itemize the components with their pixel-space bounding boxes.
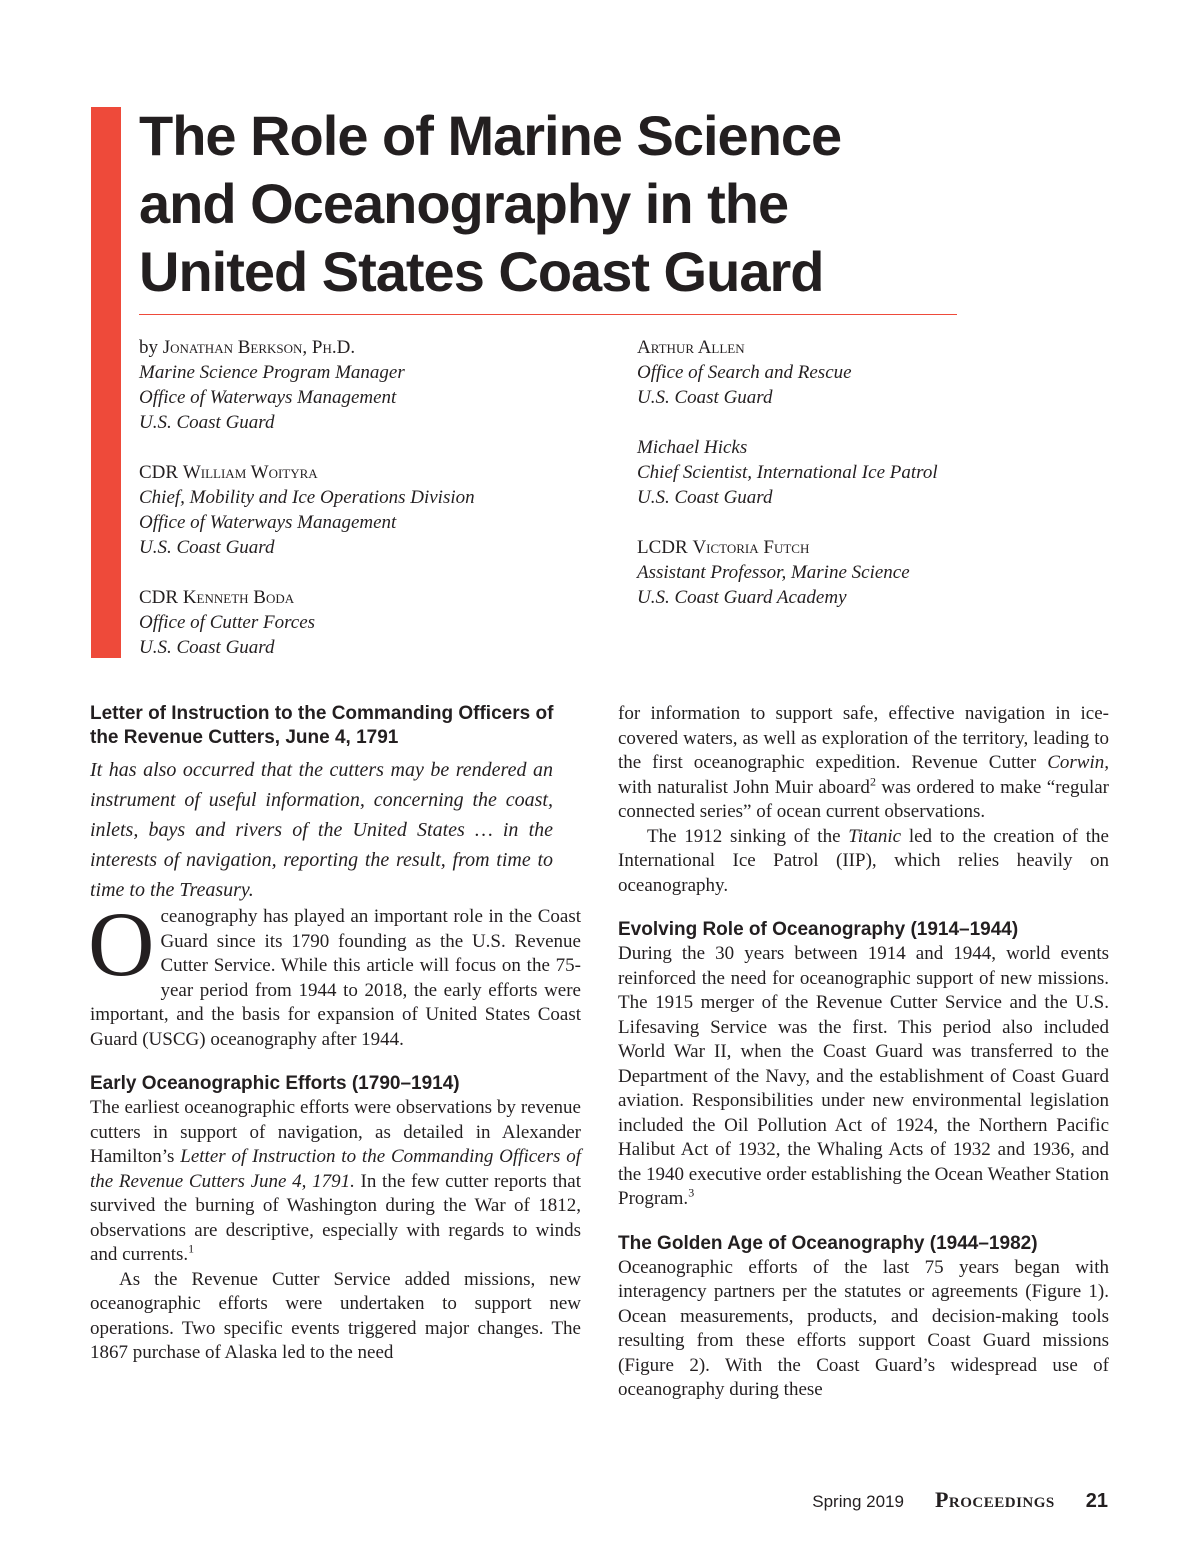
- author-prefix: CDR: [139, 462, 183, 483]
- title-line: United States Coast Guard: [139, 240, 824, 303]
- article-title: [139, 102, 1039, 306]
- footnote-ref: 3: [688, 1185, 695, 1200]
- accent-bar: [91, 107, 121, 658]
- author-affiliation: Chief Scientist, International Ice Patrol: [637, 462, 938, 483]
- paragraph: The 1912 sinking of the Titanic led to the creation of the International Ice Patrol (IIP), which relies heavily on oceanography.: [618, 825, 1109, 896]
- epigraph-quote: It has also occurred that the cutters may be rendered an instrument of useful information, concerning the coast, inlets, bays and rivers of the United States … in the interests of navigation, reporting the result, from time to time to the Treasury.: [90, 759, 553, 901]
- intro-paragraph: Oceanography has played an important role in the Coast Guard since its 1790 founding as the U.S. Revenue Cutter Service. While this article will focus on the 75-year period from 1944 to 2018, the early efforts were important, and the basis for expansion of United States Coast Guard (USCG) oceanography after 1944.: [88, 893, 581, 1050]
- title-line: The Role of Marine Science: [139, 104, 842, 167]
- author-affiliation: Office of Waterways Management: [139, 387, 397, 408]
- author-block: [637, 335, 1097, 410]
- author-affiliation: Assistant Professor, Marine Science: [637, 562, 910, 583]
- drop-cap: O: [88, 893, 155, 995]
- body-column-left: [90, 702, 581, 1366]
- author-affiliation: U.S. Coast Guard: [139, 537, 275, 558]
- page-number: 21: [1085, 1490, 1108, 1512]
- author-name: Arthur Allen: [637, 337, 745, 358]
- author-name: Victoria Futch: [692, 537, 810, 558]
- paragraph: Oceanographic efforts of the last 75 years began with interagency partners per the statutes or agreements (Figure 1). Ocean measurements, products, and decision-making tools resulting from these efforts support Coast Guard missions (Figure 2). With the Coast Guard’s widespread use of oceanography during these: [618, 1256, 1109, 1400]
- section-heading-golden: The Golden Age of Oceanography (1944–1982): [618, 1232, 1038, 1254]
- author-block: [139, 585, 599, 660]
- author-affiliation: U.S. Coast Guard: [637, 487, 773, 508]
- authors-right: [637, 335, 1097, 635]
- author-block: [637, 435, 1097, 510]
- author-name: William Woityra: [182, 462, 318, 483]
- author-affiliation: Office of Waterways Management: [139, 512, 397, 533]
- author-affiliation: U.S. Coast Guard Academy: [637, 587, 847, 608]
- author-affiliation: U.S. Coast Guard: [139, 637, 275, 658]
- body-column-right: [618, 702, 1109, 1403]
- author-affiliation: U.S. Coast Guard: [637, 387, 773, 408]
- author-prefix: LCDR: [637, 537, 693, 558]
- footnote-ref: 1: [188, 1241, 195, 1256]
- author-affiliation: Chief, Mobility and Ice Operations Division: [139, 487, 475, 508]
- section-heading-evolving: Evolving Role of Oceanography (1914–1944): [618, 919, 1019, 940]
- author-block: [637, 535, 1097, 610]
- journal-name: Proceedings: [934, 1487, 1055, 1512]
- author-block: [139, 335, 599, 435]
- author-affiliation: Marine Science Program Manager: [139, 362, 405, 383]
- title-line: and Oceanography in the: [139, 172, 789, 235]
- author-prefix: CDR: [139, 587, 183, 608]
- title-divider: [139, 314, 957, 315]
- author-name: Michael Hicks: [637, 437, 748, 458]
- author-name: Jonathan Berkson, Ph.D.: [162, 337, 356, 358]
- author-name: Kenneth Boda: [182, 587, 295, 608]
- paragraph: As the Revenue Cutter Service added missions, new oceanographic efforts were undertaken to support new operations. Two specific events triggered major changes. The 1867 purchase of Alaska led to the need: [90, 1268, 581, 1363]
- issue-season: Spring 2019: [812, 1492, 904, 1511]
- author-prefix: by: [139, 337, 163, 358]
- author-affiliation: Office of Search and Rescue: [637, 362, 852, 383]
- paragraph: During the 30 years between 1914 and 1944, world events reinforced the need for oceanographic support of new missions. The 1915 merger of the Revenue Cutter Service and the U.S. Lifesaving Service was the first. This period also included World War II, when the Coast Guard was transferred to the Department of the Navy, and the establishment of Coast Guard aviation. Responsibilities under new environmental legislation included the Oil Pollution Act of 1924, the Northern Pacific Halibut Act of 1932, the Whaling Acts of 1932 and 1936, and the 1940 executive order establishing the Ocean Weather Station Program.$^3$: [618, 943, 1109, 1209]
- paragraph: The earliest oceanographic efforts were observations by revenue cutters in support of navigation, as detailed in Alexander Hamilton’s Letter of Instruction to the Commanding Officers of the Revenue Cutters June 4, 1791. In the few cutter reports that survived the burning of Washington during the War of 1812, observations are descriptive, especially with regards to winds and currents.$^1$: [90, 1097, 581, 1265]
- page-footer: [812, 1487, 1108, 1513]
- section-heading-early: Early Oceanographic Efforts (1790–1914): [90, 1073, 460, 1094]
- author-affiliation: U.S. Coast Guard: [139, 412, 275, 433]
- footnote-ref: 2: [869, 774, 876, 789]
- author-affiliation: Office of Cutter Forces: [139, 612, 316, 633]
- author-block: [139, 460, 599, 560]
- paragraph: for information to support safe, effective navigation in ice-covered waters, as well as exploration of the territory, leading to the first oceanographic expedition. Revenue Cutter Corwin, with naturalist John Muir aboard$^2$ was ordered to make “regular connected series” of ocean current observations.: [618, 703, 1109, 822]
- quote-heading: Letter of Instruction to the Commanding Officers of the Revenue Cutters, June 4, 1791: [90, 703, 554, 748]
- authors-left: [139, 335, 599, 685]
